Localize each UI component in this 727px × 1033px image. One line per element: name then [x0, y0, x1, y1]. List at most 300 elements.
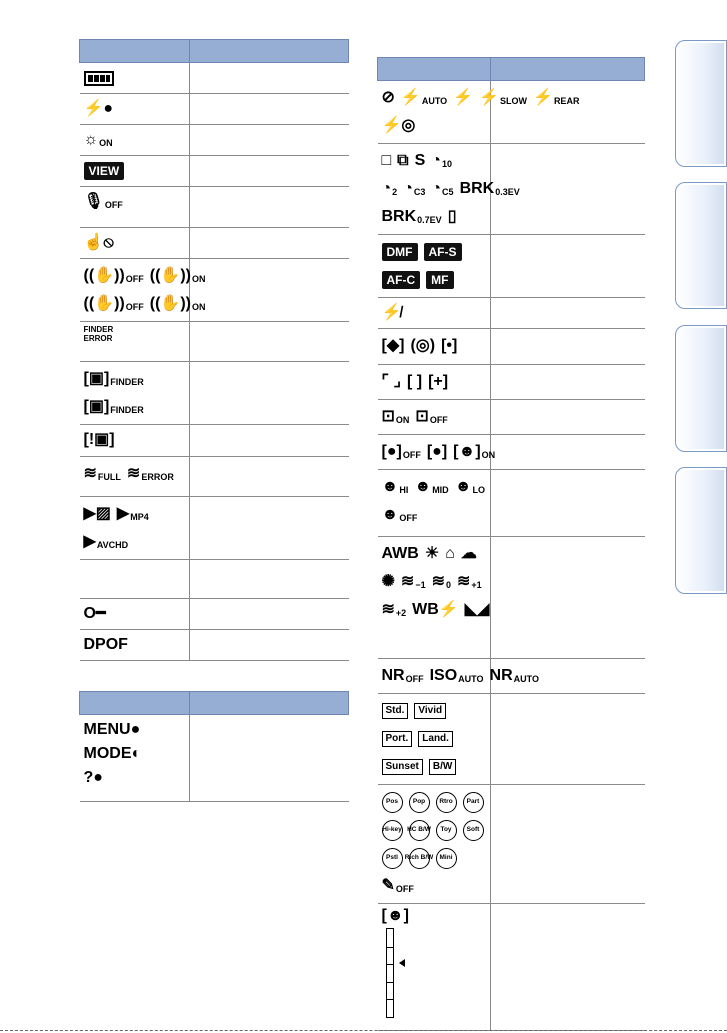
button-mark: ● — [93, 769, 103, 786]
icon-line — [382, 540, 487, 568]
creative-style-std: Std. — [382, 703, 409, 719]
creative-style-land: Land. — [418, 731, 453, 747]
smile-face-icon: [☻] — [381, 907, 409, 924]
level-pointer-icon — [399, 959, 405, 967]
glyph-mark: NR — [489, 667, 513, 684]
creative-style-port: Port. — [382, 731, 413, 747]
glyph-mark: (◎) — [410, 337, 436, 354]
glyph-mark: [+] — [428, 373, 449, 390]
description-cell — [190, 94, 349, 125]
glyph-sub: OFF — [125, 274, 144, 284]
finder-icon — [84, 399, 144, 415]
timer-c3-icon — [403, 181, 425, 197]
icon-cell — [378, 470, 491, 537]
glyph-sub: ON — [395, 415, 410, 425]
icon-line — [382, 872, 487, 900]
icon-line — [382, 266, 487, 294]
timer-10-icon — [431, 153, 452, 169]
glyph-mark: ☻ — [381, 478, 399, 495]
timer-c5-icon — [431, 181, 453, 197]
icon-line — [84, 742, 186, 766]
glyph-sub: AUTO — [513, 674, 539, 684]
glyph-mark: WB⚡ — [412, 601, 459, 618]
glyph-sub: FULL — [97, 472, 121, 482]
icon-cell — [80, 599, 190, 630]
button-label: ? — [83, 769, 94, 786]
glyph-mark: ≋ — [400, 573, 415, 590]
description-cell — [190, 63, 349, 94]
picture-effect-icon: Hi-key — [382, 820, 403, 841]
table-row — [378, 785, 645, 904]
focus-mode-dmf: DMF — [382, 243, 418, 261]
icon-line — [84, 602, 186, 626]
icon-line — [382, 368, 487, 396]
glyph-mark: [•] — [441, 337, 458, 354]
description-cell — [491, 329, 645, 365]
glyph-sub: OFF — [104, 200, 123, 210]
picture-effect-icon: Pos — [382, 792, 403, 813]
wb-fluor-m1-icon — [401, 574, 426, 590]
glyph-mark: ☻ — [454, 478, 472, 495]
icon-cell — [378, 235, 491, 298]
continuous-icon — [397, 153, 408, 169]
table-row — [378, 435, 645, 470]
glyph-mark: ▶▨ — [83, 505, 111, 522]
icon-cell — [80, 457, 190, 497]
glyph-sub: C3 — [413, 187, 426, 197]
icon-cell — [80, 497, 190, 560]
icon-cell — [378, 537, 491, 659]
level-tick — [387, 999, 393, 1000]
view-icon: VIEW — [84, 162, 125, 180]
icon-line — [381, 596, 490, 624]
glyph-sub: LO — [472, 485, 486, 495]
table-row — [80, 63, 349, 94]
icon-line — [382, 725, 487, 753]
glyph-sub: FINDER — [110, 405, 144, 415]
wb-auto-icon — [382, 546, 419, 562]
icon-line — [84, 766, 186, 790]
icon-line — [382, 112, 487, 140]
glyph-sub: AUTO — [421, 96, 448, 106]
table-row — [80, 94, 349, 125]
left-icon-table — [79, 39, 349, 661]
glyph-mark: ⊡ — [415, 408, 429, 425]
icon-cell — [378, 400, 491, 435]
glyph-sub: HI — [399, 485, 409, 495]
table-row — [378, 365, 645, 400]
icon-line — [382, 816, 487, 844]
icon-line — [382, 403, 487, 431]
glyph-mark: BRK — [459, 180, 495, 197]
icon-line — [382, 238, 487, 266]
level-tick — [387, 982, 393, 983]
icon-cell — [80, 63, 190, 94]
glyph-mark: ▯ — [447, 208, 457, 225]
wide-af-icon — [382, 374, 401, 390]
wb-shade-icon — [445, 546, 455, 562]
database-icon — [127, 466, 174, 482]
glyph-sub: MID — [432, 485, 449, 495]
description-cell — [190, 630, 349, 661]
icon-line — [382, 301, 487, 325]
icon-line — [84, 159, 186, 183]
description-cell — [190, 125, 349, 156]
glyph-mark: ◔ — [431, 180, 442, 197]
glyph-mark: ◔ — [431, 152, 441, 169]
steadyshot-icon — [84, 296, 144, 312]
finder-error-icon — [84, 325, 186, 343]
description-cell — [190, 322, 349, 362]
table-header — [80, 40, 349, 63]
nav-tab-1[interactable] — [675, 40, 727, 167]
flash-off-icon — [382, 90, 395, 106]
icon-line — [84, 128, 186, 152]
icon-line — [382, 788, 487, 816]
dpof-icon: DPOF — [83, 636, 128, 653]
creative-style-vivid: Vivid — [414, 703, 446, 719]
icon-line — [84, 365, 186, 393]
face-detect-icon — [427, 444, 447, 460]
glyph-sub: 0 — [445, 580, 451, 590]
icon-line — [83, 262, 206, 290]
glyph-mark: ((✋)) — [149, 295, 191, 312]
glyph-mark: ISO — [429, 667, 458, 684]
smile-off-icon — [382, 507, 418, 523]
spot-metering-icon — [441, 338, 457, 354]
table-row — [378, 694, 645, 785]
description-cell — [491, 400, 645, 435]
glyph-mark: ◔ — [381, 180, 392, 197]
description-cell — [190, 187, 349, 228]
steadyshot-icon — [150, 268, 206, 284]
level-tick — [387, 964, 393, 965]
glyph-sub: OFF — [395, 884, 414, 894]
icon-line — [381, 175, 520, 203]
glyph-mark: [●] — [381, 443, 402, 460]
glyph-sub: FINDER — [110, 377, 144, 387]
flex-spot-icon — [428, 374, 448, 390]
table-row — [378, 235, 645, 298]
glyph-mark: S — [414, 152, 426, 169]
picture-effect-icon: Toy — [436, 820, 457, 841]
glyph-mark: [ ] — [406, 373, 423, 390]
glyph-mark: ((✋)) — [83, 295, 125, 312]
icon-line — [84, 718, 186, 742]
icon-cell — [80, 425, 190, 457]
description-cell — [491, 785, 645, 904]
glyph-mark: [!▣] — [83, 431, 115, 448]
glyph-mark: ((✋)) — [83, 267, 125, 284]
glyph-mark: 🎙 — [83, 193, 104, 210]
glyph-mark: ⚡ — [533, 89, 553, 106]
picture-effect-icon: Mini — [436, 848, 457, 869]
icon-line — [382, 568, 487, 596]
description-cell — [491, 904, 645, 1031]
wb-custom-icon — [465, 602, 490, 618]
description-cell — [190, 259, 349, 322]
glyph-mark: ((✋)) — [149, 267, 191, 284]
glyph-mark: NR — [381, 667, 405, 684]
icon-line — [381, 662, 539, 690]
icon-line — [381, 84, 580, 112]
description-cell — [491, 365, 645, 400]
glyph-sub: ON — [191, 302, 206, 312]
smile-level-bar — [386, 928, 394, 1018]
glyph-sub: OFF — [399, 513, 418, 523]
table-header — [378, 58, 645, 81]
smile-hi-icon — [382, 479, 409, 495]
button-icons-cell — [80, 715, 190, 802]
wb-daylight-icon — [425, 546, 439, 562]
icon-line — [84, 393, 186, 421]
icon-line — [382, 473, 487, 501]
glyph-mark: ☁ — [460, 545, 477, 562]
icon-cell — [378, 298, 491, 329]
glyph-mark: [▣] — [83, 398, 110, 415]
table-row — [80, 560, 349, 599]
icon-cell — [378, 694, 491, 785]
icon-line — [84, 231, 186, 255]
nav-tab-2[interactable] — [675, 182, 727, 309]
description-cell — [190, 457, 349, 497]
table-row — [378, 298, 645, 329]
glyph-mark: ✺ — [381, 573, 395, 590]
icon-cell — [80, 362, 190, 425]
flash-charging-icon — [84, 101, 114, 117]
table-row — [80, 425, 349, 457]
wb-fluor-0-icon — [432, 574, 451, 590]
glyph-sub: 10 — [441, 159, 452, 169]
mode-icon — [84, 746, 142, 762]
glyph-sub: OFF — [429, 415, 448, 425]
nr-off-icon — [382, 668, 424, 684]
glyph-mark: ☻ — [414, 478, 432, 495]
flash-warning-icon: ⚡̸ — [381, 304, 402, 321]
smile-lo-icon — [455, 479, 485, 495]
table-row — [378, 400, 645, 435]
focus-mode-mf: MF — [426, 271, 453, 289]
icon-cell — [80, 630, 190, 661]
glyph-mark: ◔ — [403, 180, 413, 197]
icon-cell — [80, 560, 190, 599]
icon-cell — [378, 144, 520, 235]
dro-on-icon — [382, 409, 410, 425]
description-cell — [190, 497, 349, 560]
glyph-sub: ON — [481, 450, 496, 460]
mic-off-icon — [84, 194, 123, 210]
glyph-mark: ⚡ — [453, 89, 474, 106]
database-icon — [84, 466, 121, 482]
steadyshot-icon — [150, 296, 206, 312]
glyph-sub: C5 — [442, 187, 454, 197]
icon-line — [382, 501, 487, 529]
description-cell — [190, 560, 349, 599]
flash-auto-icon — [401, 90, 447, 106]
icon-line — [84, 500, 186, 528]
picture-effect-icon: Pop — [409, 792, 430, 813]
icon-line — [382, 203, 487, 231]
glyph-mark: [◆] — [381, 337, 405, 354]
menu-icon — [84, 722, 141, 738]
smile-mid-icon — [414, 479, 448, 495]
finder-icon — [84, 371, 144, 387]
glyph-mark: [☻] — [453, 443, 481, 460]
icon-cell — [378, 329, 491, 365]
icon-cell — [80, 259, 206, 322]
face-detect-on-icon — [453, 444, 495, 460]
icon-line — [84, 428, 186, 452]
glyph-mark: ⌂ — [445, 545, 455, 562]
flash-rear-icon — [533, 90, 579, 106]
wb-fluor-p2-icon — [382, 602, 407, 618]
af-illuminator-icon — [84, 132, 113, 148]
table-row — [80, 362, 349, 425]
table-row — [378, 537, 645, 659]
icon-cell — [378, 785, 491, 904]
dro-off-icon — [415, 409, 447, 425]
table-row — [80, 259, 349, 322]
table-row — [80, 630, 349, 661]
finder-error-line: FINDER — [83, 325, 114, 334]
glyph-sub: +2 — [395, 608, 407, 618]
overheat-icon — [84, 432, 115, 448]
right-icon-table — [377, 57, 645, 1031]
glyph-sub: AUTO — [458, 674, 484, 684]
table-row — [80, 228, 349, 259]
icon-cell — [378, 904, 491, 1031]
center-af-icon — [407, 374, 422, 390]
wb-cloudy-icon — [461, 546, 477, 562]
hi-iso-nr-icon — [430, 668, 484, 684]
table-row — [80, 599, 349, 630]
glyph-mark: ≋ — [381, 601, 395, 618]
table-row — [378, 144, 645, 235]
glyph-sub: −1 — [415, 580, 426, 590]
glyph-sub: 2 — [392, 187, 398, 197]
wb-incandescent-icon — [382, 574, 395, 590]
glyph-sub: ON — [99, 138, 113, 148]
glyph-mark: [●] — [426, 443, 448, 460]
description-cell — [491, 470, 645, 537]
picture-effect-icon: Pstl — [382, 848, 403, 869]
smile-detection-meter — [382, 907, 487, 1018]
flash-fill-icon — [453, 90, 473, 106]
description-cell — [190, 362, 349, 425]
icon-cell — [80, 94, 190, 125]
nr-auto-icon — [490, 668, 539, 684]
battery-icon — [84, 71, 114, 86]
level-tick — [387, 947, 393, 948]
icon-line — [84, 190, 186, 214]
focus-mode-afc: AF-C — [382, 271, 421, 289]
glyph-mark: ⚡ — [400, 89, 421, 106]
glyph-sub: +1 — [471, 580, 482, 590]
remote-icon — [448, 209, 457, 225]
wb-fluor-p1-icon — [457, 574, 482, 590]
timer-2-icon — [382, 181, 398, 197]
table-row — [80, 497, 349, 560]
description-cell — [491, 298, 645, 329]
description-cell — [491, 694, 645, 785]
icon-cell — [80, 322, 190, 362]
description-cell — [491, 537, 645, 659]
glyph-mark: ≋ — [83, 465, 97, 482]
glyph-mark: ⧉ — [397, 152, 409, 169]
icon-line — [381, 438, 496, 466]
glyph-mark: ▶ — [116, 505, 130, 522]
table-row — [378, 81, 645, 144]
glyph-mark: [▣] — [83, 370, 110, 387]
table-row — [80, 156, 349, 187]
glyph-mark: ✎ — [381, 877, 395, 894]
protect-icon — [84, 606, 106, 622]
finder-error-line: ERROR — [83, 334, 113, 343]
multi-metering-icon — [382, 338, 405, 354]
glyph-sub: AVCHD — [96, 540, 129, 550]
glyph-sub: SLOW — [500, 96, 528, 106]
icon-cell — [378, 365, 491, 400]
picture-effect-off-icon — [382, 878, 414, 894]
flash-slow-icon — [479, 90, 527, 106]
bracket-07-icon — [382, 209, 442, 225]
glyph-mark: ≋ — [457, 573, 471, 590]
icon-line — [382, 332, 487, 360]
picture-effect-icon: Soft — [463, 820, 484, 841]
glyph-sub: OFF — [405, 674, 424, 684]
table-row — [378, 904, 645, 1031]
table-row — [80, 715, 349, 802]
picture-effect-icon: Rtro — [436, 792, 457, 813]
glyph-mark: ◣◢ — [464, 601, 490, 618]
icon-cell — [80, 125, 190, 156]
page-bottom-rule — [0, 1030, 727, 1031]
glyph-mark: □ — [381, 152, 392, 169]
glyph-sub: 0.3EV — [495, 187, 520, 197]
icon-line — [382, 753, 487, 781]
icon-cell — [378, 81, 580, 144]
touch-disabled-icon — [84, 235, 114, 251]
picture-effect-icon: Rich B/W — [409, 848, 430, 869]
creative-style-bw: B/W — [429, 759, 456, 775]
flash-redeye-icon — [382, 118, 416, 134]
description-cell — [190, 425, 349, 457]
icon-cell — [378, 435, 496, 470]
button-label: MENU — [83, 721, 131, 738]
glyph-mark: O━ — [83, 605, 106, 622]
description-cell — [491, 235, 645, 298]
bracket-03-icon — [460, 181, 520, 197]
glyph-mark: ☝⦸ — [83, 234, 114, 251]
face-detect-off-icon — [382, 444, 421, 460]
icon-line — [382, 844, 487, 872]
glyph-mark: ☼ — [83, 131, 99, 148]
picture-effect-icon: HC B/W — [409, 820, 430, 841]
glyph-mark: ⚡ — [479, 89, 500, 106]
glyph-mark: ⌜ ⌟ — [381, 373, 401, 390]
icon-line — [84, 528, 186, 556]
button-label: MODE — [83, 745, 132, 762]
glyph-mark: AWB — [381, 545, 419, 562]
glyph-mark: BRK — [381, 208, 417, 225]
glyph-mark: ⊡ — [381, 408, 395, 425]
icon-cell — [378, 659, 539, 694]
speed-priority-icon — [415, 153, 426, 169]
nav-tab-4[interactable] — [675, 467, 727, 594]
focus-mode-afs: AF-S — [424, 243, 462, 261]
button-mark: ● — [130, 721, 141, 738]
nav-tab-3[interactable] — [675, 325, 727, 452]
